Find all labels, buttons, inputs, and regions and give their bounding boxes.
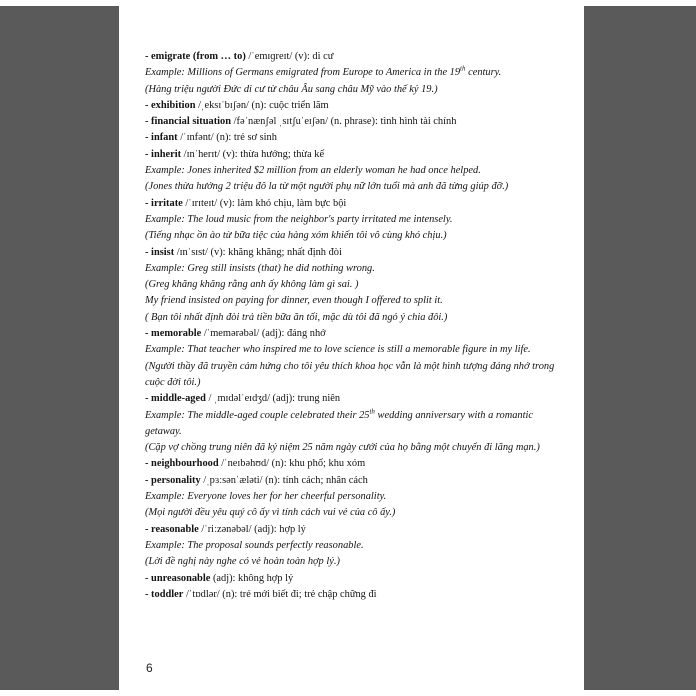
vocab-definition: /ˌeksɪˈbɪʃən/ (n): cuộc triển lãm	[195, 99, 329, 111]
vocab-entry	[145, 196, 565, 212]
vocab-definition: /fəˈnænʃəl ˌsɪtʃuˈeɪʃən/ (n. phrase): tình hình tài chính	[231, 116, 457, 128]
example-sentence: Example: The proposal sounds perfectly reasonable.	[145, 539, 364, 551]
vocab-entry	[145, 522, 565, 538]
vocab-term: - exhibition	[145, 99, 196, 111]
vocab-term: - reasonable	[145, 523, 199, 535]
example-sentence: (Hàng triệu người Đức di cư từ châu Âu sang châu Mỹ vào thế kỷ 19.)	[145, 83, 438, 95]
vocab-definition: /ˌpɜːsənˈæləti/ (n): tính cách; nhân cách	[200, 474, 368, 486]
example-sentence: Example: Everyone loves her for her cheerful personality.	[145, 491, 387, 503]
vocab-definition: /ɪnˈsɪst/ (v): khăng khăng; nhất định đòi	[174, 246, 342, 258]
vocab-term: - memorable	[145, 328, 202, 340]
ordinal-suffix: th	[369, 407, 375, 416]
vocab-entry	[145, 587, 565, 603]
example-sentence: (Jones thừa hưởng 2 triệu đô la từ một người phụ nữ lớn tuổi mà anh đã từng giúp đỡ.)	[145, 181, 509, 193]
example-sentence: Example: Jones inherited $2 million from an elderly woman he had once helped.	[145, 165, 481, 177]
ordinal-suffix: th	[460, 64, 466, 73]
vocab-definition: (adj): không hợp lý	[210, 572, 294, 584]
vocab-entry	[145, 114, 565, 130]
example-sentence: (Greg khăng khăng rằng anh ấy không làm gì sai. )	[145, 279, 359, 291]
vocab-term: - emigrate (from … to)	[145, 51, 246, 62]
example-text: Example: The middle-aged couple celebrated their 25	[145, 409, 370, 421]
vocab-entry	[145, 49, 565, 65]
vocab-entry	[145, 391, 565, 407]
vocab-term: - insist	[145, 246, 175, 258]
vocab-entry	[145, 473, 565, 489]
vocab-definition: /ˈriːzənəbəl/ (adj): hợp lý	[198, 523, 306, 535]
example-sentence: My friend insisted on paying for dinner, even though I offered to split it.	[145, 295, 443, 307]
document-page	[119, 0, 584, 696]
vocab-definition: /ˈemɪɡreɪt/ (v): di cư	[245, 51, 334, 62]
vocab-term: - toddler	[145, 588, 184, 600]
example-sentence	[145, 65, 565, 81]
vocab-definition: /ˈmemərəbəl/ (adj): đáng nhớ	[201, 328, 326, 340]
example-text: wedding anniversary with a romantic getaway.	[145, 409, 533, 437]
vocab-term: - personality	[145, 474, 201, 486]
vocab-definition: /ˈtɒdlər/ (n): trẻ mới biết đi; trẻ chập chững đi	[183, 588, 377, 600]
vocab-entry	[145, 147, 565, 163]
example-sentence: Example: That teacher who inspired me to love science is still a memorable figure in my life.	[145, 344, 531, 356]
vocab-entry	[145, 98, 565, 114]
example-text: Example: Millions of Germans emigrated from Europe to America in the 19	[145, 67, 461, 79]
vocabulary-list	[145, 49, 565, 603]
example-sentence: Example: Greg still insists (that) he did nothing wrong.	[145, 262, 375, 274]
vocab-term: - inherit	[145, 148, 182, 160]
vocab-entry	[145, 456, 565, 472]
vocab-definition: / ˌmɪdəlˈeɪdʒd/ (adj): trung niên	[205, 393, 341, 405]
example-sentence: (Mọi người đều yêu quý cô ấy vì tính cách vui vẻ của cô ấy.)	[145, 507, 396, 519]
example-sentence: ( Bạn tôi nhất định đòi trả tiền bữa ăn tối, mặc dù tôi đã ngỏ ý chia đôi.)	[145, 311, 448, 323]
vocab-entry	[145, 245, 565, 261]
vocab-term: - middle-aged	[145, 393, 206, 405]
example-sentence: Example: The loud music from the neighbor's party irritated me intensely.	[145, 213, 453, 225]
example-text: century.	[465, 67, 502, 79]
vocab-term: - neighbourhood	[145, 458, 219, 470]
vocab-term: - irritate	[145, 197, 183, 209]
vocab-definition: /ɪnˈherɪt/ (v): thừa hưởng; thừa kế	[181, 148, 325, 160]
example-sentence: (Cặp vợ chồng trung niên đã kỷ niệm 25 năm ngày cưới của họ bằng một chuyến đi lãng mạn.)	[145, 442, 540, 454]
vocab-term: - unreasonable	[145, 572, 211, 584]
vocab-term: - infant	[145, 132, 178, 144]
example-sentence: (Người thầy đã truyền cảm hứng cho tôi yêu thích khoa học vẫn là một hình tượng đáng nhớ trong cuộc đời tôi.)	[145, 360, 555, 388]
page-number: 6	[146, 661, 153, 675]
vocab-term: - financial situation	[145, 116, 232, 128]
vocab-entry	[145, 571, 565, 587]
example-sentence: (Lời đề nghị này nghe có vẻ hoàn toàn hợp lý.)	[145, 556, 340, 568]
vocab-entry	[145, 326, 565, 342]
example-sentence: (Tiếng nhạc ồn ào từ bữa tiệc của hàng xóm khiến tôi vô cùng khó chịu.)	[145, 230, 447, 242]
vocab-entry	[145, 130, 565, 146]
vocab-definition: /ˈneɪbəhʊd/ (n): khu phố; khu xóm	[218, 458, 366, 470]
vocab-definition: /ˈɪnfənt/ (n): trẻ sơ sinh	[177, 132, 277, 144]
vocab-definition: /ˈɪrɪteɪt/ (v): làm khó chịu, làm bực bội	[182, 197, 347, 209]
example-sentence	[145, 408, 565, 441]
